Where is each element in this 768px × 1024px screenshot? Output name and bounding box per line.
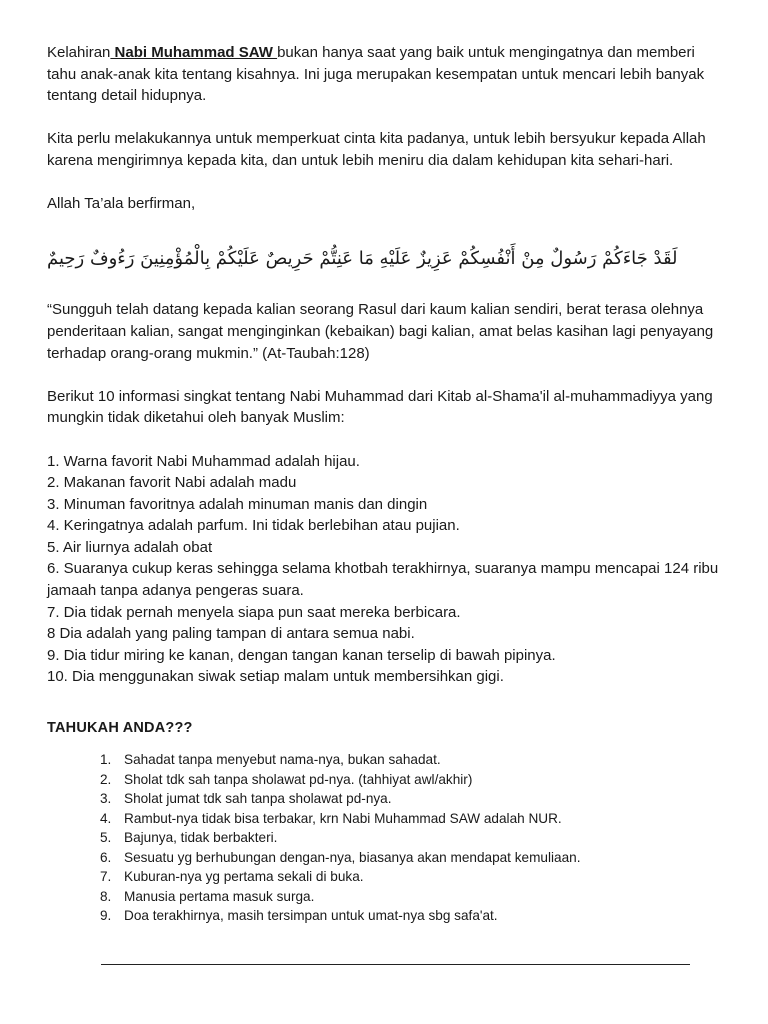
- tahukah-item: [100, 789, 700, 809]
- tahukah-item: [100, 828, 700, 848]
- facts-intro: Berikut 10 informasi singkat tentang Nabi Muhammad dari Kitab al-Shama'il al-muhammadiyya yang mungkin tidak diketahui oleh banyak Muslim:: [47, 387, 713, 427]
- fact-item: 4. Keringatnya adalah parfum. Ini tidak berlebihan atau pujian.: [47, 517, 460, 535]
- tahukah-item: [100, 848, 700, 868]
- tahukah-item: [100, 750, 700, 770]
- tahukah-item-text: Doa terakhirnya, masih tersimpan untuk umat-nya sbg safa'at.: [124, 908, 498, 923]
- tahukah-item: [100, 887, 700, 907]
- tahukah-item-text: Sahadat tanpa menyebut nama-nya, bukan sahadat.: [124, 752, 441, 767]
- tahukah-item-text: Sholat tdk sah tanpa sholawat pd-nya. (tahhiyat awl/akhir): [124, 771, 473, 787]
- tahukah-item-number: 4.: [100, 810, 112, 826]
- tahukah-item: [100, 906, 700, 926]
- fact-item: 2. Makanan favorit Nabi adalah madu: [47, 474, 297, 492]
- tahukah-item-number: 9.: [100, 908, 112, 923]
- intro-highlight: Nabi Muhammad SAW: [110, 44, 278, 61]
- fact-item: 10. Dia menggunakan siwak setiap malam untuk membersihkan gigi.: [47, 668, 504, 686]
- tahukah-item-number: 6.: [100, 849, 112, 865]
- fact-item: 7. Dia tidak pernah menyela siapa pun saat mereka berbicara.: [47, 603, 461, 621]
- tahukah-heading: TAHUKAH ANDA???: [47, 720, 193, 736]
- intro-pre: Kelahiran: [47, 44, 111, 61]
- fact-item: 1. Warna favorit Nabi Muhammad adalah hijau.: [47, 452, 360, 470]
- tahukah-item: [100, 809, 700, 829]
- tahukah-item-text: Sesuatu yg berhubungan dengan-nya, biasanya akan mendapat kemuliaan.: [124, 849, 581, 865]
- article-body: [47, 42, 727, 688]
- translation-paragraph: “Sungguh telah datang kepada kalian seorang Rasul dari kaum kalian sendiri, berat terasa olehnya penderitaan kalian, sangat menginginkan (kebaikan) bagi kalian, amat belas kasihan lagi penyayang terhadap orang-orang mukmin.” (At-Taubah:128): [47, 301, 714, 362]
- tahukah-item-text: Manusia pertama masuk surga.: [124, 888, 315, 904]
- intro-paragraph: [47, 42, 727, 107]
- tahukah-item-text: Kuburan-nya yg pertama sekali di buka.: [124, 869, 364, 884]
- tahukah-item: [100, 770, 700, 790]
- tahukah-item-text: Sholat jumat tdk sah tanpa sholawat pd-nya.: [124, 791, 392, 806]
- fact-item: 5. Air liurnya adalah obat: [47, 538, 213, 556]
- tahukah-list: [100, 750, 700, 926]
- arabic-verse: لَقَدْ جَاءَكُمْ رَسُولٌ مِنْ أَنْفُسِكُمْ عَزِيزٌ عَلَيْهِ مَا عَنِتُّمْ حَرِيصٌ عَلَيْكُمْ بِالْمُؤْمِنِينَ رَءُوفٌ رَحِيمٌ: [47, 248, 678, 270]
- tahukah-item-number: 3.: [100, 791, 112, 806]
- tahukah-item-number: 5.: [100, 830, 112, 845]
- tahukah-item-number: 8.: [100, 888, 112, 904]
- tahukah-item: [100, 867, 700, 887]
- footer-divider: [101, 964, 690, 965]
- tahukah-item-number: 7.: [100, 869, 112, 884]
- tahukah-item-text: Bajunya, tidak berbakteri.: [124, 830, 278, 845]
- love-paragraph: Kita perlu melakukannya untuk memperkuat cinta kita padanya, untuk lebih bersyukur kepada Allah karena mengirimnya kepada kita, dan untuk lebih meniru dia dalam kehidupan kita sehari-hari.: [47, 130, 706, 169]
- firman-intro: Allah Ta’ala berfirman,: [47, 195, 196, 213]
- fact-item: 9. Dia tidur miring ke kanan, dengan tangan kanan terselip di bawah pipinya.: [47, 646, 556, 664]
- intro-post: bukan hanya saat yang baik untuk mengingatnya dan memberi tahu anak-anak kita tentang kisahnya. Ini juga merupakan kesempatan untuk mencari lebih banyak tentang detail hidupnya.: [47, 44, 705, 105]
- fact-item: 3. Minuman favoritnya adalah minuman manis dan dingin: [47, 495, 428, 513]
- fact-item: 8 Dia adalah yang paling tampan di antara semua nabi.: [47, 625, 415, 643]
- tahukah-item-number: 1.: [100, 752, 112, 767]
- tahukah-item-text: Rambut-nya tidak bisa terbakar, krn Nabi Muhammad SAW adalah NUR.: [124, 810, 562, 826]
- fact-item: 6. Suaranya cukup keras sehingga selama khotbah terakhirnya, suaranya mampu mencapai 124 ribu jamaah tanpa adanya pengeras suara.: [47, 560, 719, 600]
- facts-list: [47, 451, 727, 689]
- tahukah-item-number: 2.: [100, 771, 112, 787]
